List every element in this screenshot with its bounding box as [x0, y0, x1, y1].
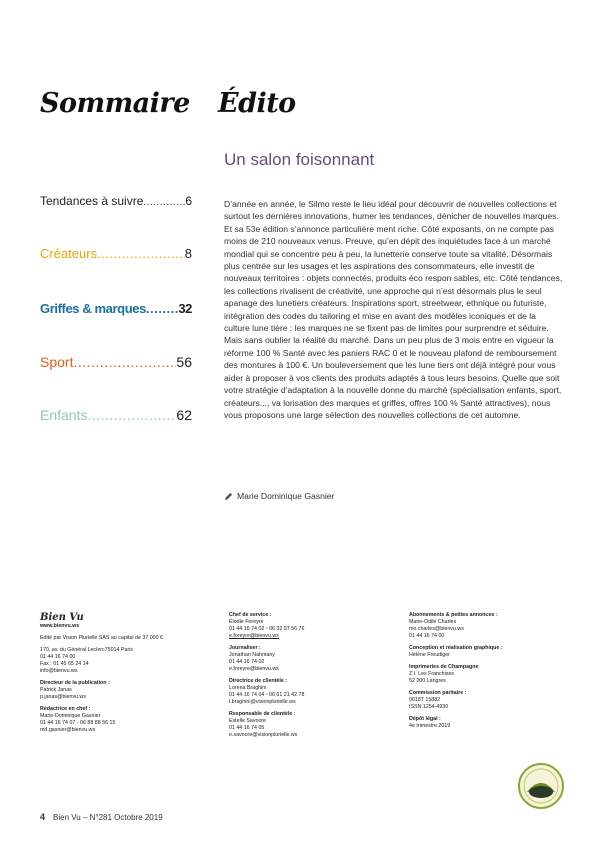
pen-nib-icon: [224, 492, 233, 501]
chief-phone: 01 44 16 74 07 - 06 88 88 56 15: [40, 720, 116, 726]
toc-leader: [146, 301, 178, 316]
signature-name: Marie Dominique Gasnier: [237, 491, 335, 501]
journalist-phone: 01 44 16 74 02: [229, 659, 265, 665]
legal-value: 4e trimestre 2019: [409, 723, 451, 729]
toc-page-number: 32: [178, 301, 192, 316]
client-resp-name: Estelle Savoore: [229, 718, 267, 724]
toc-page-number: 8: [184, 246, 192, 261]
journalist-title: Journaliser :: [229, 645, 261, 651]
toc-item-enfants[interactable]: [40, 407, 192, 423]
director-email[interactable]: p.janas@bienvu.ws: [40, 694, 87, 700]
edito-subtitle: Un salon foisonnant: [224, 150, 375, 169]
director-name: Patrick Janas: [40, 687, 72, 693]
subs-email[interactable]: mo.charles@bienvu.ws: [409, 626, 464, 632]
website-link[interactable]: www.bienvu.ws: [40, 623, 80, 629]
journalist-email[interactable]: e.foreyre@bienvu.ws: [229, 666, 279, 672]
sommaire-heading: Sommaire: [40, 88, 190, 119]
toc-label: Tendances à suivre: [40, 194, 144, 208]
address: 170, av. du Général Leclerc75014 Paris: [40, 647, 133, 653]
chief-title: Rédactrice en chef :: [40, 706, 91, 712]
toc-item-griffes[interactable]: [40, 301, 192, 316]
toc-page-number: 6: [185, 194, 192, 208]
email-link[interactable]: info@bienvu.ws: [40, 668, 78, 674]
subs-title: Abonnements & petites annonces :: [409, 612, 498, 618]
masthead-column: [40, 612, 190, 739]
design-title: Conception et réalisation graphique :: [409, 645, 503, 651]
issue-info: Bien Vu – N°281 Octobre 2019: [53, 812, 163, 822]
design-name: Hélène Freudiger: [409, 652, 450, 658]
chief-name: Marie-Dominique Gasnier: [40, 713, 101, 719]
toc-item-sport[interactable]: [40, 354, 192, 370]
toc-leader: [97, 246, 185, 261]
toc-page-number: 56: [176, 354, 192, 370]
client-dir-email[interactable]: l.braghini@visionplurielle.ws: [229, 699, 296, 705]
toc-item-createurs[interactable]: [40, 246, 192, 261]
chief-email[interactable]: md.gasnier@bienvu.ws: [40, 727, 96, 733]
client-dir-phone: 01 44 16 74 04 - 06 61 21 42 78: [229, 692, 305, 698]
service-title: Chef de service :: [229, 612, 272, 618]
toc-item-tendances[interactable]: [40, 194, 192, 208]
print-title: Imprimeries de Champagne: [409, 664, 479, 670]
client-dir-title: Directrice de clientèle :: [229, 678, 287, 684]
toc-page-number: 62: [176, 407, 192, 423]
client-dir-name: Lorena Braghini: [229, 685, 267, 691]
page-number: 4: [40, 812, 46, 822]
toc-label: Enfants: [40, 407, 88, 423]
client-resp-title: Responsable de clientèle :: [229, 711, 296, 717]
issn: ISSN 1254-4930: [409, 704, 449, 710]
journalist-name: Jonathan Nahmany: [229, 652, 275, 658]
toc-label: Griffes & marques: [40, 301, 146, 316]
signature: [224, 491, 334, 501]
client-resp-phone: 01 44 16 74 05: [229, 725, 265, 731]
print-address-1: Z.I. Les Franchises: [409, 671, 455, 677]
info-column: [409, 612, 549, 735]
eco-print-badge: [517, 762, 565, 810]
director-title: Directeur de la publication :: [40, 680, 110, 686]
subs-name: Marie-Odile Charles: [409, 619, 457, 625]
toc-label: Sport: [40, 354, 74, 370]
print-address-2: 52 200 Langres: [409, 678, 446, 684]
subs-phone: 01 44 16 74 00: [409, 633, 445, 639]
toc-leader: [87, 407, 176, 423]
fax: Fax : 01 45 65 24 14: [40, 661, 89, 667]
commission-number: 0618T 15882: [409, 697, 441, 703]
client-resp-email[interactable]: e.savoore@visionplurielle.ws: [229, 732, 298, 738]
service-phone: 01 44 16 74 02 - 06 32 97 56 76: [229, 626, 305, 632]
toc-leader: [143, 197, 185, 208]
edito-paragraph: D’année en année, le Silmo reste le lieu idéal pour découvrir de nouvelles collections et surtout les dernières innovations, humer les tendances, dénicher de nouvelles marques. Et sa 53e édition s’annonce particulière ment riche. Côté exposants, on ne compte pas moins de 210 nouveaux venus. Preuve, qu’en dépit des inquiétudes face à un marché mondial qui se concentre peu à peu, la lunetterie conserve toute sa vitalité. Désormais plus centrée sur les usages et les aspirations des consommateurs, elle investit de nouveaux territoires : objets connectés, produits éco respon sables, etc. Côté tendances, les collections rivalisent de créativité, une approche qui n’est désormais plus le seul apanage des lunetiers créateurs. Inspirations sport, streetwear, ethnique ou futuriste, intégration des codes du tailoring et mise en avant des modèles iconiques et de la culture lune tière : les marques ne se fixent pas de limites pour surprendre et séduire. Mais sans oublier la réalité du marché. Dans un peu plus de 3 mois entre en vigueur la réforme 100 % Santé avec les paniers RAC 0 et le nouveau plafond de remboursement des montures à 100 €. Un bouleversement que les lune tiers ont déjà intégré pour vous aider à proposer à vos clients des produits adaptés à tous leurs besoins. Quelle que soit votre stratégie d’adaptation à la nouvelle donne du marché (spécialisation enfants, sport, créateurs..., va lorisation des marques et griffes, offres 100 % Santé attractives), nous vous proposons une large sélection des nouvelles collections de cet automne.: [224, 199, 563, 420]
bienvu-logo: Bien Vu: [40, 612, 84, 623]
service-email[interactable]: e.foreyre@bienvu.ws: [229, 633, 279, 639]
commission-title: Commission paritaire :: [409, 690, 467, 696]
edito-body: [224, 198, 564, 421]
service-name: Élodie Foreyre: [229, 619, 264, 625]
staff-column: [229, 612, 379, 744]
toc-leader: [73, 354, 176, 370]
page-footer: [40, 812, 163, 822]
edito-heading: Édito: [218, 88, 296, 119]
phone: 01 44 16 74 00: [40, 654, 76, 660]
publisher-info: Edité par Vision Plurielle SAS au capital de 37 000 €: [40, 635, 163, 641]
legal-title: Dépôt légal :: [409, 716, 441, 722]
toc-label: Créateurs: [40, 246, 98, 261]
